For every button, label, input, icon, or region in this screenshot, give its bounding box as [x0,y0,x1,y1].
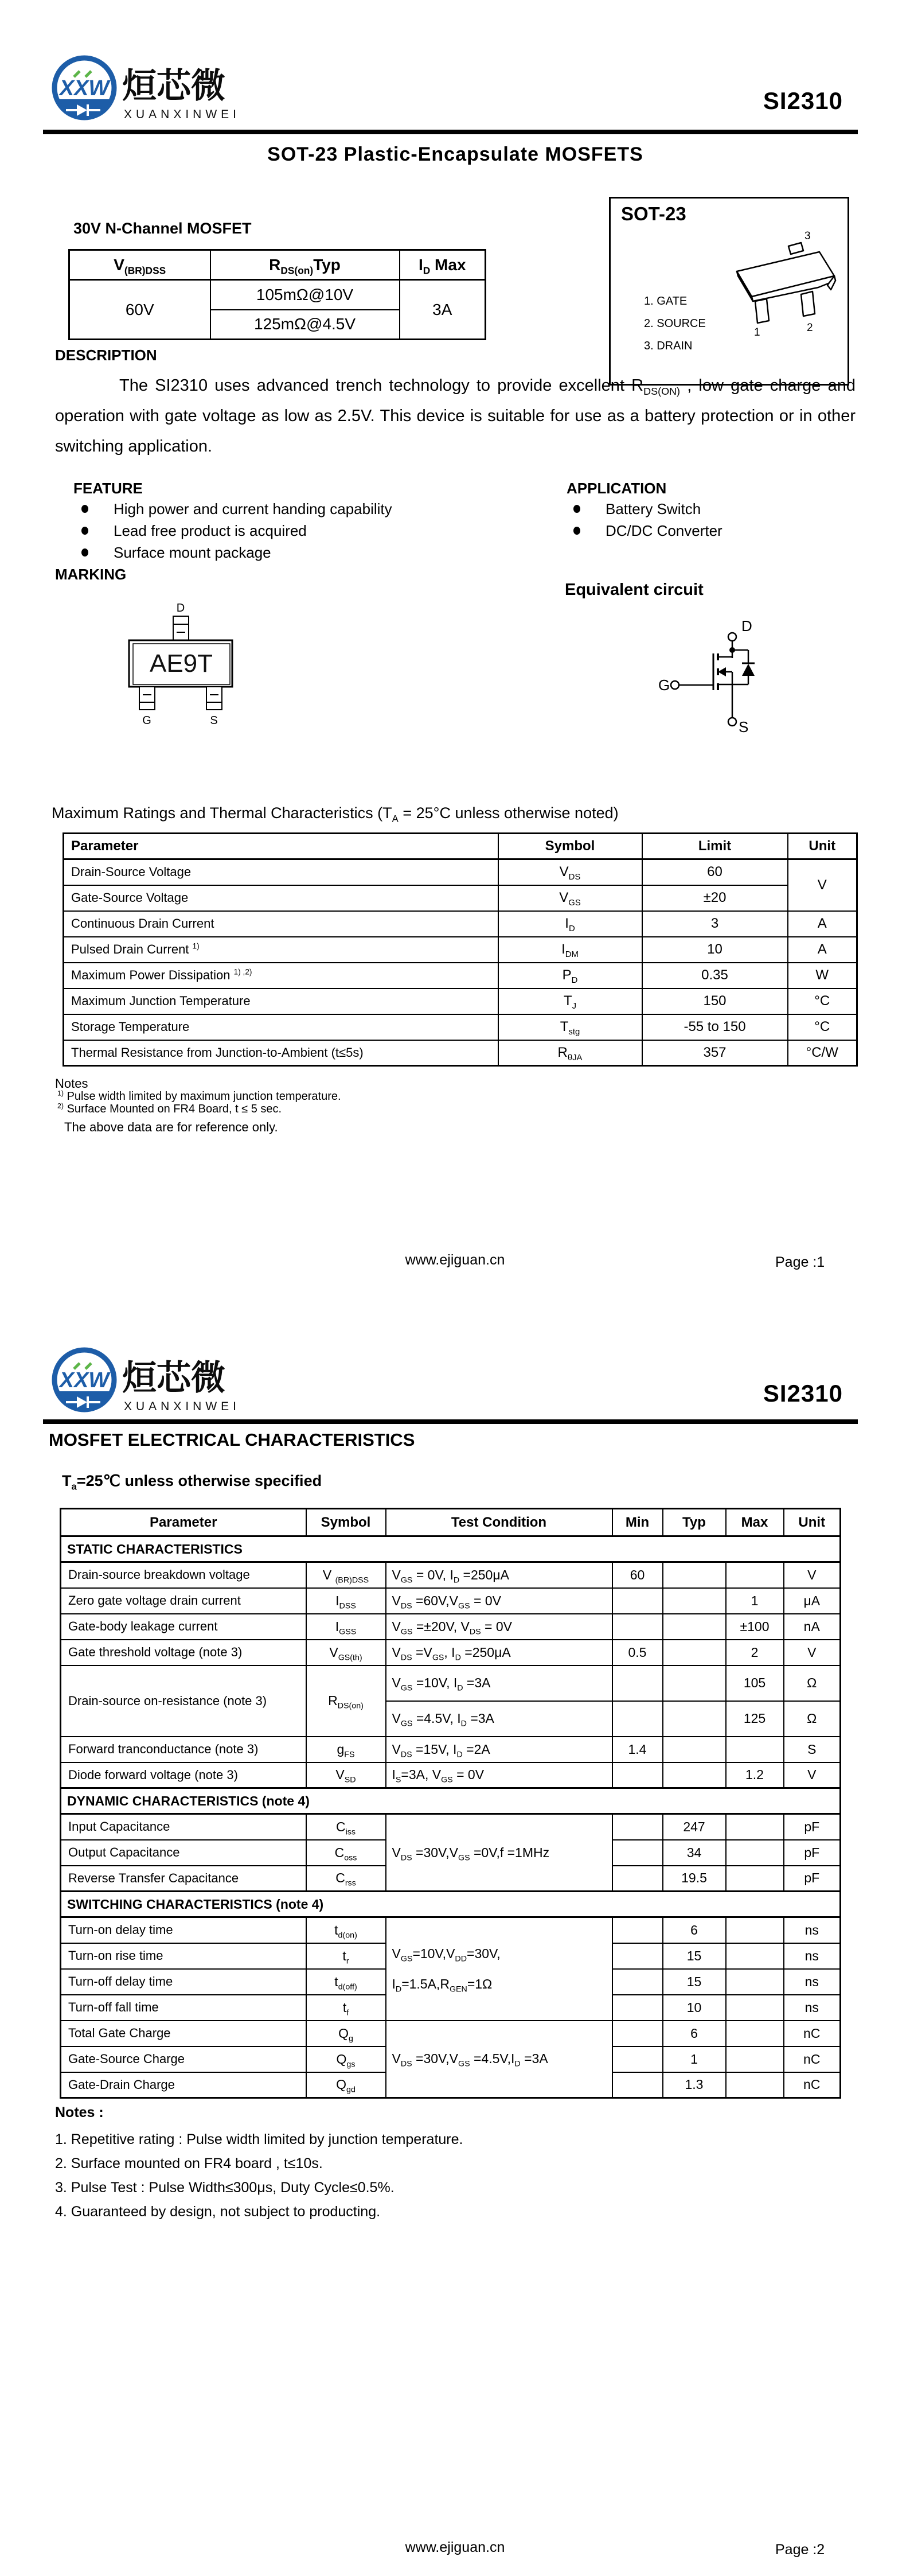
package-name: SOT-23 [621,203,686,224]
param-cell: Turn-on delay time [61,1917,306,1943]
symbol-cell: $t_r$ [306,1943,386,1969]
symbol-cell: $g_{FS}$ [306,1737,386,1762]
lead-1-number: 1 [754,326,760,338]
condition-line: $V_{GS}=10V,V_{DD}=30V$, [392,1945,501,1964]
rdson-45v-value: 125mΩ@4.5V [210,310,400,340]
max-cell [726,1917,784,1943]
section-band-row [61,1536,841,1562]
min-cell: 0.5 [612,1640,663,1666]
vbrdss-value: 60V [69,280,210,340]
bullet-icon [81,548,88,557]
circuit-drain-label: D [741,617,752,635]
typ-cell: 15 [663,1969,726,1995]
symbol-cell: $C_{iss}$ [306,1814,386,1840]
header-rule [43,1419,858,1424]
symbol-cell: $t_{d(on)}$ [306,1917,386,1943]
list-item [81,542,392,563]
table-row [64,859,857,885]
param-cell: Forward tranconductance (note 3) [61,1737,306,1762]
table-row [61,1614,841,1640]
limit-cell: 10 [642,937,788,963]
unit-cell: V [784,1762,841,1788]
static-characteristics-band: STATIC CHARACTERISTICS [61,1536,841,1562]
col-header-test-condition: Test Condition [386,1509,612,1536]
symbol-cell: $I_D$ [498,911,642,937]
param-cell: Maximum Power Dissipation $^{1) ,2)}$ [64,963,498,989]
min-cell: 1.4 [612,1737,663,1762]
symbol-cell: $Q_{gd}$ [306,2072,386,2098]
test-condition-line: $T_a=25℃$ unless otherwise specified [62,1472,322,1492]
condition-cell: $V_{DS} =30V,V_{GS} =0V,f =1MHz$ [386,1814,612,1892]
max-cell: 105 [726,1666,784,1701]
footer-website: www.ejiguan.cn [405,2539,505,2555]
min-cell [612,1614,663,1640]
subtitle: 30V N-Channel MOSFET [73,220,252,237]
notes-heading: Notes [55,1076,88,1091]
table-row [61,1762,841,1788]
symbol-cell: V $_{(BR)DSS}$ [306,1562,386,1588]
header-idmax: $I_D$ Max [400,250,486,280]
unit-cell: μA [784,1588,841,1614]
bullet-icon [81,527,88,535]
typ-cell [663,1640,726,1666]
col-header-typ: Typ [663,1509,726,1536]
table-row [64,963,857,989]
condition-cell: $V_{GS} = 0V$, $I_D =250\mu A$ [386,1562,612,1588]
table-row [64,1040,857,1066]
dynamic-characteristics-band: DYNAMIC CHARACTERISTICS (note 4) [61,1788,841,1814]
condition-cell: $V_{DS} =V_{GS}$, $I_D =250\mu A$ [386,1640,612,1666]
max-cell [726,2021,784,2046]
unit-cell: ns [784,1917,841,1943]
symbol-cell: $R_{\theta JA}$ [498,1040,642,1066]
unit-cell: V [788,859,857,911]
description-heading: DESCRIPTION [55,347,157,364]
note-2: $^{2)}$ Surface Mounted on FR4 Board, t ≤ 5 sec. [57,1102,282,1115]
feature-item: Lead free product is acquired [114,522,307,539]
param-cell: Gate-Source Voltage [64,885,498,911]
min-cell [612,1588,663,1614]
marking-pin-s: S [210,714,218,727]
max-cell [726,1562,784,1588]
brand-name-cn: 烜芯微 [122,67,225,105]
param-cell: Turn-off fall time [61,1995,306,2021]
unit-cell: V [784,1562,841,1588]
min-cell [612,2072,663,2098]
note-4: 4. Guaranteed by design, not subject to producting. [55,2204,381,2220]
application-item: DC/DC Converter [606,522,722,539]
col-header-symbol: Symbol [306,1509,386,1536]
brand-name-en: XUANXINWEI [124,1400,241,1413]
max-cell [726,1995,784,2021]
condition-cell: $I_S=3A$, $V_{GS} = 0V$ [386,1762,612,1788]
condition-line: $I_D=1.5A,R_{GEN}=1\Omega$ [392,1976,493,1994]
col-header-max: Max [726,1509,784,1536]
package-3d-drawing [721,230,844,353]
param-cell: Zero gate voltage drain current [61,1588,306,1614]
limit-cell: 0.35 [642,963,788,989]
page-title: SOT-23 Plastic-Encapsulate MOSFETS [267,143,643,165]
marking-heading: MARKING [55,566,127,583]
table-row [69,280,486,310]
typ-cell: 34 [663,1840,726,1866]
typ-cell: 1.3 [663,2072,726,2098]
min-cell [612,2046,663,2072]
condition-cell [386,1917,612,2021]
table-row [64,834,857,859]
page-2 [0,1288,910,2576]
symbol-cell: $V_{SD}$ [306,1762,386,1788]
logo-monogram: XXW [59,1368,110,1392]
max-cell: 1.2 [726,1762,784,1788]
unit-cell: °C [788,989,857,1014]
unit-cell: Ω [784,1666,841,1701]
symbol-cell: $R_{DS(on)}$ [306,1666,386,1737]
symbol-cell: $I_{DSS}$ [306,1588,386,1614]
min-cell: 60 [612,1562,663,1588]
unit-cell: ns [784,1943,841,1969]
param-cell: Total Gate Charge [61,2021,306,2046]
typ-cell: 10 [663,1995,726,2021]
max-cell [726,2046,784,2072]
table-row [64,989,857,1014]
footer-page-number: Page :2 [775,2542,825,2558]
header-rule [43,130,858,134]
table-row [61,1640,841,1666]
max-cell: 1 [726,1588,784,1614]
table-row [61,1814,841,1840]
max-cell [726,2072,784,2098]
package-outline-box [609,197,849,386]
unit-cell: Ω [784,1701,841,1737]
feature-item: High power and current handing capability [114,500,392,517]
param-cell: Reverse Transfer Capacitance [61,1866,306,1892]
table-row [61,1666,841,1701]
feature-heading: FEATURE [73,480,143,497]
param-cell: Diode forward voltage (note 3) [61,1762,306,1788]
min-cell [612,1762,663,1788]
notes-heading: Notes : [55,2104,104,2120]
electrical-characteristics-heading: MOSFET ELECTRICAL CHARACTERISTICS [49,1430,415,1450]
unit-cell: S [784,1737,841,1762]
unit-cell: °C [788,1014,857,1040]
unit-cell: V [784,1640,841,1666]
param-cell: Thermal Resistance from Junction-to-Ambient (t≤5s) [64,1040,498,1066]
min-cell [612,1917,663,1943]
col-header-parameter: Parameter [64,834,498,859]
min-cell [612,1969,663,1995]
typ-cell: 247 [663,1814,726,1840]
symbol-cell: $T_{stg}$ [498,1014,642,1040]
max-cell: 125 [726,1701,784,1737]
table-row [69,250,486,280]
unit-cell: °C/W [788,1040,857,1066]
symbol-cell: $V_{DS}$ [498,859,642,885]
symbol-cell: $Q_g$ [306,2021,386,2046]
electrical-characteristics-table [60,1508,841,2099]
param-cell: Gate-body leakage current [61,1614,306,1640]
part-number: SI2310 [763,1380,843,1407]
table-row [61,1588,841,1614]
unit-cell: A [788,937,857,963]
min-cell [612,1943,663,1969]
rdson-10v-value: 105mΩ@10V [210,280,400,310]
application-list [573,498,722,542]
pin-1-label: 1. GATE [644,295,688,308]
param-cell: Gate-Drain Charge [61,2072,306,2098]
symbol-cell: $t_f$ [306,1995,386,2021]
condition-cell: $V_{GS} =\pm 20V$, $V_{DS} = 0V$ [386,1614,612,1640]
min-cell [612,2021,663,2046]
max-cell [726,1866,784,1892]
table-row [61,2021,841,2046]
table-row [64,1014,857,1040]
pin-2-label: 2. SOURCE [644,317,706,330]
unit-cell: nA [784,1614,841,1640]
bullet-icon [573,505,580,513]
bullet-icon [573,527,580,535]
lead-3-number: 3 [804,230,811,242]
footer-website: www.ejiguan.cn [405,1252,505,1268]
symbol-cell: $C_{oss}$ [306,1840,386,1866]
company-logo [49,52,267,132]
marking-pin-g: G [142,714,151,727]
param-cell: Gate-Source Charge [61,2046,306,2072]
limit-cell: -55 to 150 [642,1014,788,1040]
col-header-unit: Unit [788,834,857,859]
param-cell: Output Capacitance [61,1840,306,1866]
condition-cell: $V_{GS} =10V$, $I_D =3A$ [386,1666,612,1701]
equivalent-circuit-heading: Equivalent circuit [565,581,704,599]
limit-cell: ±20 [642,885,788,911]
circuit-source-label: S [739,718,749,736]
equivalent-circuit-diagram [625,602,797,746]
header-rdson: $R_{DS(on)}Typ$ [210,250,400,280]
min-cell [612,1814,663,1840]
list-item [81,520,392,542]
table-row [64,885,857,911]
symbol-cell: $V_{GS(th)}$ [306,1640,386,1666]
table-row [61,1562,841,1588]
max-cell [726,1969,784,1995]
condition-cell: $V_{GS} =4.5V$, $I_D =3A$ [386,1701,612,1737]
unit-cell: ns [784,1995,841,2021]
application-item: Battery Switch [606,500,701,517]
application-heading: APPLICATION [567,480,667,497]
marking-diagram [103,591,252,731]
max-cell [726,1814,784,1840]
unit-cell: pF [784,1814,841,1840]
unit-cell: W [788,963,857,989]
section-band-row [61,1892,841,1917]
lead-2-number: 2 [807,322,813,334]
table-row [61,1737,841,1762]
list-item [573,498,722,520]
min-cell [612,1995,663,2021]
condition-cell: $V_{DS} =15V$, $I_D =2A$ [386,1737,612,1762]
header-vbrdss: $V_{(BR)DSS}$ [69,250,210,280]
param-cell: Continuous Drain Current [64,911,498,937]
typ-cell [663,1762,726,1788]
circuit-gate-label: G [658,676,670,694]
min-cell [612,1866,663,1892]
note-1: 1. Repetitive rating : Pulse width limited by junction temperature. [55,2131,463,2147]
param-cell: Turn-on rise time [61,1943,306,1969]
list-item [573,520,722,542]
max-cell [726,1840,784,1866]
symbol-cell: $C_{rss}$ [306,1866,386,1892]
condition-cell: $V_{DS} =60V,V_{GS} = 0V$ [386,1588,612,1614]
param-cell: Pulsed Drain Current $^{1)}$ [64,937,498,963]
min-cell [612,1666,663,1701]
param-cell: Drain-Source Voltage [64,859,498,885]
marking-code: AE9T [149,649,213,678]
limit-cell: 3 [642,911,788,937]
feature-list [81,498,392,563]
max-cell: ±100 [726,1614,784,1640]
table-row [64,937,857,963]
limit-cell: 357 [642,1040,788,1066]
bullet-icon [81,505,88,513]
max-cell: 2 [726,1640,784,1666]
typ-cell: 6 [663,1917,726,1943]
pin-legend [644,290,706,357]
condition-cell: $V_{DS} =30V,V_{GS} =4.5V,I_D =3A$ [386,2021,612,2098]
limit-cell: 150 [642,989,788,1014]
company-logo [49,1344,267,1424]
marking-pin-d: D [176,602,185,614]
unit-cell: nC [784,2046,841,2072]
param-cell: Maximum Junction Temperature [64,989,498,1014]
typ-cell [663,1666,726,1701]
unit-cell: nC [784,2021,841,2046]
brand-name-cn: 烜芯微 [122,1359,225,1397]
unit-cell: ns [784,1969,841,1995]
col-header-symbol: Symbol [498,834,642,859]
param-cell: Gate threshold voltage (note 3) [61,1640,306,1666]
footer-page-number: Page :1 [775,1254,825,1270]
logo-monogram: XXW [59,76,110,100]
param-cell: Drain-source breakdown voltage [61,1562,306,1588]
min-cell [612,1840,663,1866]
symbol-cell: $P_D$ [498,963,642,989]
brand-name-en: XUANXINWEI [124,108,241,121]
col-header-parameter: Parameter [61,1509,306,1536]
typ-cell [663,1701,726,1737]
section-band-row [61,1788,841,1814]
unit-cell: pF [784,1840,841,1866]
list-item [81,498,392,520]
note-3: 3. Pulse Test : Pulse Width≤300μs, Duty Cycle≤0.5%. [55,2180,395,2196]
symbol-cell: $T_J$ [498,989,642,1014]
col-header-min: Min [612,1509,663,1536]
typ-cell: 1 [663,2046,726,2072]
symbol-cell: $V_{GS}$ [498,885,642,911]
description-paragraph: The SI2310 uses advanced trench technology to provide excellent $R_{DS(ON)}$ , low gate charge and operation with gate voltage as low as 2.5V. This device is suitable for use as a battery protection or in other switching application. [55,376,856,456]
typ-cell: 15 [663,1943,726,1969]
typ-cell: 19.5 [663,1866,726,1892]
typ-cell: 6 [663,2021,726,2046]
param-cell: Drain-source on-resistance (note 3) [61,1666,306,1737]
feature-item: Surface mount package [114,543,271,561]
typ-cell [663,1562,726,1588]
table-row [61,1509,841,1536]
symbol-cell: $t_{d(off)}$ [306,1969,386,1995]
summary-table [68,249,486,340]
param-cell: Turn-off delay time [61,1969,306,1995]
switching-characteristics-band: SWITCHING CHARACTERISTICS (note 4) [61,1892,841,1917]
limit-cell: 60 [642,859,788,885]
part-number: SI2310 [763,87,843,114]
unit-cell: nC [784,2072,841,2098]
typ-cell [663,1614,726,1640]
note-2: 2. Surface mounted on FR4 board , t≤10s. [55,2155,323,2172]
idmax-value: 3A [400,280,486,340]
max-cell [726,1737,784,1762]
reference-note: The above data are for reference only. [64,1120,278,1134]
min-cell [612,1701,663,1737]
ratings-title: Maximum Ratings and Thermal Characteristics ($T_A = 25^\circ C$ unless otherwise noted) [52,804,619,824]
col-header-unit: Unit [784,1509,841,1536]
typ-cell [663,1737,726,1762]
table-row [64,911,857,937]
unit-cell: A [788,911,857,937]
symbol-cell: $I_{DM}$ [498,937,642,963]
param-cell: Input Capacitance [61,1814,306,1840]
symbol-cell: $Q_{gs}$ [306,2046,386,2072]
typ-cell [663,1588,726,1614]
max-cell [726,1943,784,1969]
note-1: $^{1)}$ Pulse width limited by maximum junction temperature. [57,1089,341,1103]
table-row [61,1917,841,1943]
pin-3-label: 3. DRAIN [644,340,693,352]
unit-cell: pF [784,1866,841,1892]
symbol-cell: $I_{GSS}$ [306,1614,386,1640]
ratings-table [63,832,858,1067]
col-header-limit: Limit [642,834,788,859]
param-cell: Storage Temperature [64,1014,498,1040]
